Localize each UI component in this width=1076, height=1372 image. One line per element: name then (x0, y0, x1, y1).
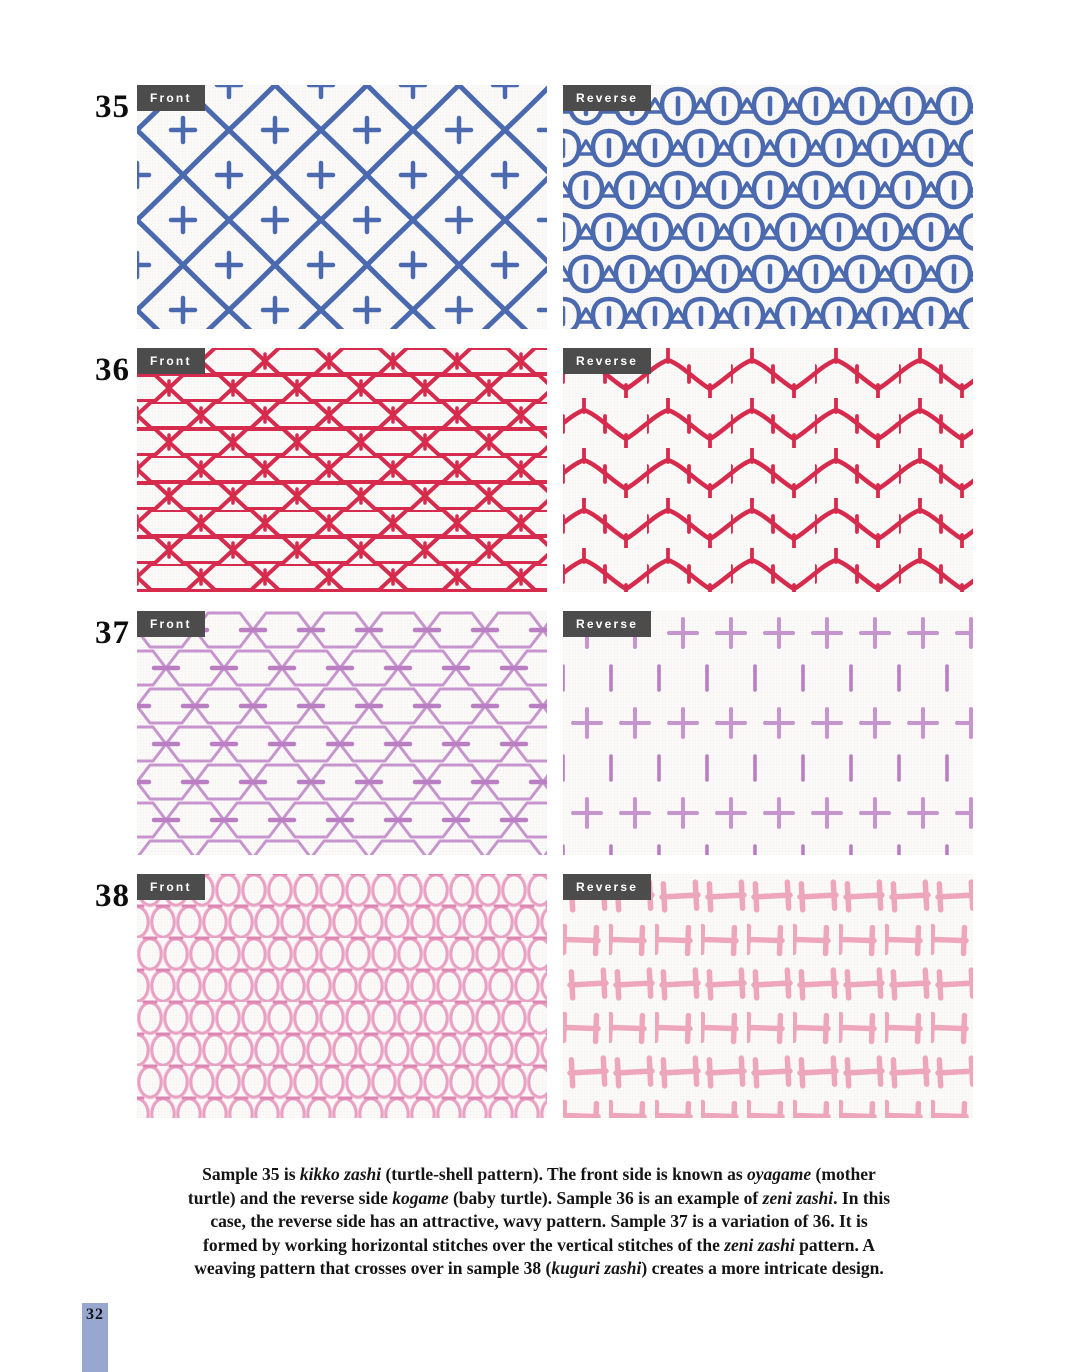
sample-38-reverse-swatch (563, 874, 973, 1118)
sample-row-38 (0, 874, 1076, 1118)
sample-36-reverse-swatch (563, 348, 973, 592)
sample-35-front-swatch (137, 85, 547, 329)
sample-37-reverse-swatch (563, 611, 973, 855)
sample-row-36 (0, 348, 1076, 592)
sample-35-reverse-swatch (563, 85, 973, 329)
front-label-tag: Front (137, 348, 205, 374)
reverse-label-tag: Reverse (563, 348, 651, 374)
page-number-tab (82, 1303, 108, 1372)
sample-number-35: 35 (95, 89, 130, 125)
sample-row-37 (0, 611, 1076, 855)
sample-37-front-swatch (137, 611, 547, 855)
front-label-tag: Front (137, 611, 205, 637)
sample-36-front-swatch (137, 348, 547, 592)
caption-paragraph: Sample 35 is kikko zashi (turtle-shell pattern). The front side is known as oyagame (mother turtle) and the reverse side kogame (baby turtle). Sample 36 is an example of zeni zashi. In this case, the reverse side has an attractive, wavy pattern. Sample 37 is a variation of 36. It is formed by working horizontal stitches over the vertical stitches of the zeni zashi pattern. A weaving pattern that crosses over in sample 38 (kuguri zashi) creates a more intricate design. (187, 1164, 891, 1278)
sample-row-35 (0, 85, 1076, 329)
sample-number-38: 38 (95, 878, 130, 914)
sample-number-37: 37 (95, 615, 130, 651)
page-number: 32 (86, 1306, 104, 1323)
front-label-tag: Front (137, 874, 205, 900)
sample-number-36: 36 (95, 352, 130, 388)
reverse-label-tag: Reverse (563, 874, 651, 900)
sample-38-front-swatch (137, 874, 547, 1118)
reverse-label-tag: Reverse (563, 611, 651, 637)
front-label-tag: Front (137, 85, 205, 111)
reverse-label-tag: Reverse (563, 85, 651, 111)
